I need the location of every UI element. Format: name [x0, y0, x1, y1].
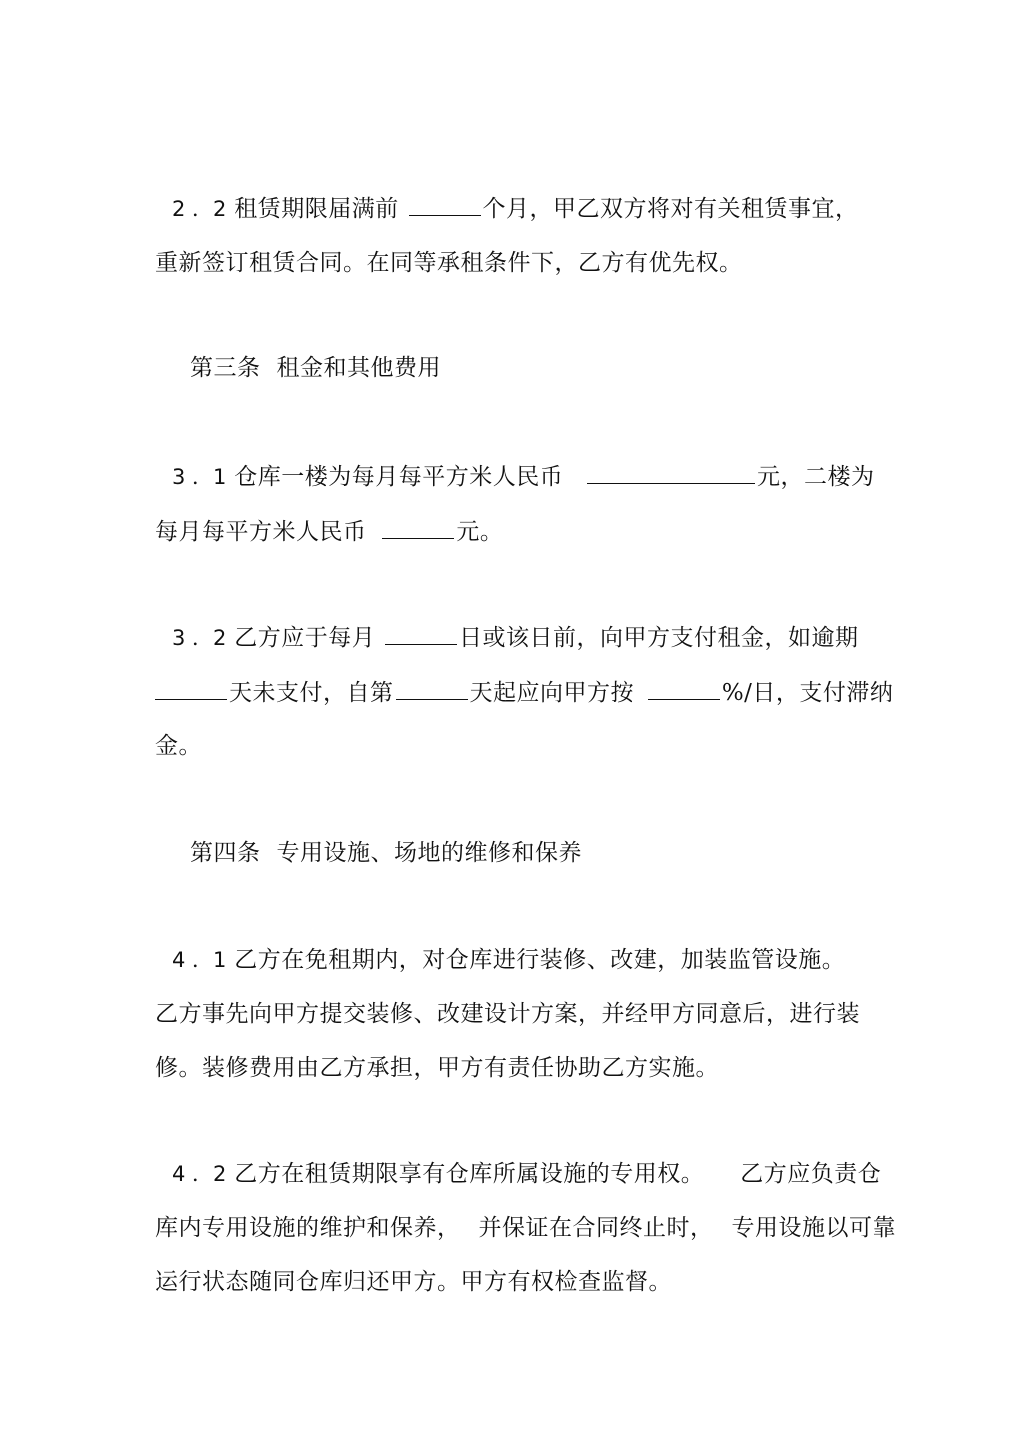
clause-number: 3 ．1 — [172, 465, 227, 489]
blank-field[interactable] — [396, 677, 468, 700]
article-3-heading: 第三条 租金和其他费用 — [190, 355, 441, 381]
clause-number: 4 ．1 — [172, 948, 227, 972]
clause-number: 3 ．2 — [172, 626, 227, 650]
clause-3-2-line-2: 天未支付，自第 天起应向甲方按 %/日，支付滞纳 — [155, 677, 893, 708]
clause-3-1-line-2: 每月每平方米人民币 元。 — [155, 516, 503, 547]
blank-field[interactable] — [385, 622, 457, 645]
clause-3-2-line-1: 3 ．2 乙方应于每月 日或该日前，向甲方支付租金，如逾期 — [172, 622, 859, 653]
clause-number: 4 ．2 — [172, 1162, 227, 1186]
clause-3-1-line-1: 3 ．1 仓库一楼为每月每平方米人民币 元，二楼为 — [172, 461, 875, 492]
blank-field[interactable] — [409, 193, 481, 216]
blank-field[interactable] — [155, 677, 227, 700]
clause-4-2-line-3: 运行状态随同仓库归还甲方。甲方有权检查监督。 — [155, 1269, 672, 1295]
clause-3-2-line-3: 金。 — [155, 733, 202, 759]
clause-number: 2 ．2 — [172, 197, 227, 221]
clause-2-2-line-2: 重新签订租赁合同。在同等承租条件下，乙方有优先权。 — [155, 250, 743, 276]
blank-field[interactable] — [587, 461, 755, 484]
article-4-heading: 第四条 专用设施、场地的维修和保养 — [190, 840, 582, 866]
clause-4-1-line-2: 乙方事先向甲方提交装修、改建设计方案，并经甲方同意后，进行装 — [155, 1001, 860, 1027]
clause-4-2-line-1: 4 ．2 乙方在租赁期限享有仓库所属设施的专用权。 乙方应负责仓 — [172, 1161, 882, 1187]
clause-2-2-line-1: 2 ．2 租赁期限届满前 个月，甲乙双方将对有关租赁事宜， — [172, 193, 859, 224]
blank-field[interactable] — [382, 516, 454, 539]
clause-4-1-line-3: 修。装修费用由乙方承担，甲方有责任协助乙方实施。 — [155, 1055, 719, 1081]
clause-4-2-line-2: 库内专用设施的维护和保养， 并保证在合同终止时， 专用设施以可靠 — [155, 1215, 896, 1241]
blank-field[interactable] — [648, 677, 720, 700]
clause-4-1-line-1: 4 ．1 乙方在免租期内，对仓库进行装修、改建，加装监管设施。 — [172, 947, 846, 973]
